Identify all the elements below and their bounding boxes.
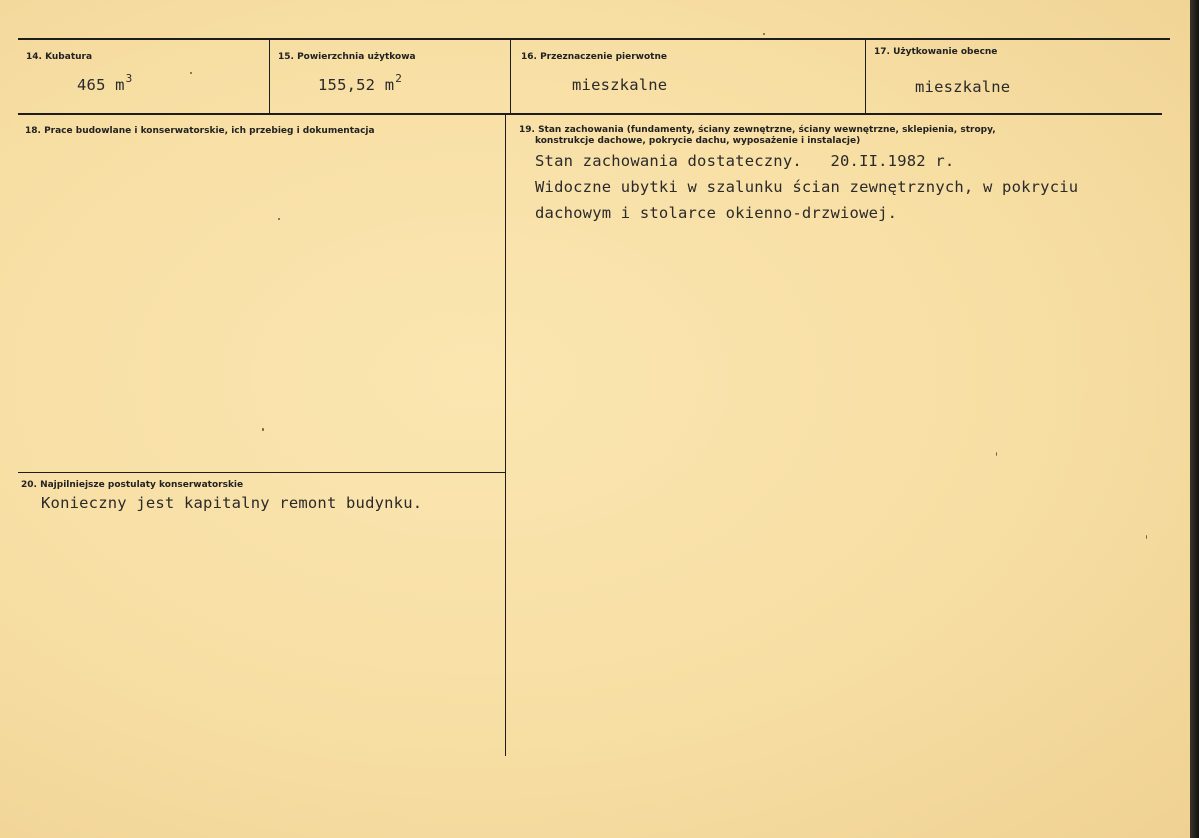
- field-14-label: 14. Kubatura: [26, 52, 93, 62]
- field-14-value: [77, 72, 133, 94]
- condition-line-2: Widoczne ubytki w szalunku ścian zewnętrznych, w pokryciu: [535, 178, 1079, 196]
- paper-speck: [278, 218, 280, 220]
- field-20-value: Konieczny jest kapitalny remont budynku.: [41, 494, 423, 512]
- cubature-exponent: 3: [125, 72, 133, 85]
- scan-edge: [1190, 0, 1199, 838]
- field-15-value: [318, 72, 403, 94]
- cubature-value: 465 m: [77, 76, 125, 94]
- row-rule-1: [18, 113, 1162, 115]
- condition-line-1: Stan zachowania dostateczny. 20.II.1982 r.: [535, 152, 955, 170]
- field-16-label: 16. Przeznaczenie pierwotne: [521, 52, 667, 62]
- field-20-label: 20. Najpilniejsze postulaty konserwatorskie: [21, 480, 244, 490]
- paper-speck: [262, 428, 264, 431]
- condition-line-3: dachowym i stolarce okienno-drzwiowej.: [535, 204, 898, 222]
- paper-speck: [190, 72, 192, 74]
- rule-section-20: [18, 472, 505, 473]
- field-15-label: 15. Powierzchnia użytkowa: [278, 52, 416, 62]
- field-17-value: mieszkalne: [915, 78, 1011, 96]
- field-19-label-line-1: 19. Stan zachowania (fundamenty, ściany zewnętrzne, ściany wewnętrzne, sklepienia, stropy,: [519, 125, 996, 135]
- divider-16-17: [865, 40, 866, 114]
- field-18-label: 18. Prace budowlane i konserwatorskie, ich przebieg i dokumentacja: [25, 126, 375, 136]
- top-rule: [18, 38, 1170, 40]
- divider-15-16: [510, 40, 511, 114]
- field-16-value: mieszkalne: [572, 76, 668, 94]
- usable-area-value: 155,52 m: [318, 76, 395, 94]
- main-column-divider: [505, 115, 506, 756]
- paper-speck: [763, 33, 765, 35]
- divider-14-15: [269, 40, 270, 114]
- paper-speck: [1146, 535, 1147, 539]
- field-19-label-line-2: konstrukcje dachowe, pokrycie dachu, wyposażenie i instalacje): [535, 136, 861, 146]
- field-17-label: 17. Użytkowanie obecne: [874, 47, 998, 57]
- paper-speck: [996, 452, 997, 456]
- usable-area-exponent: 2: [395, 72, 403, 85]
